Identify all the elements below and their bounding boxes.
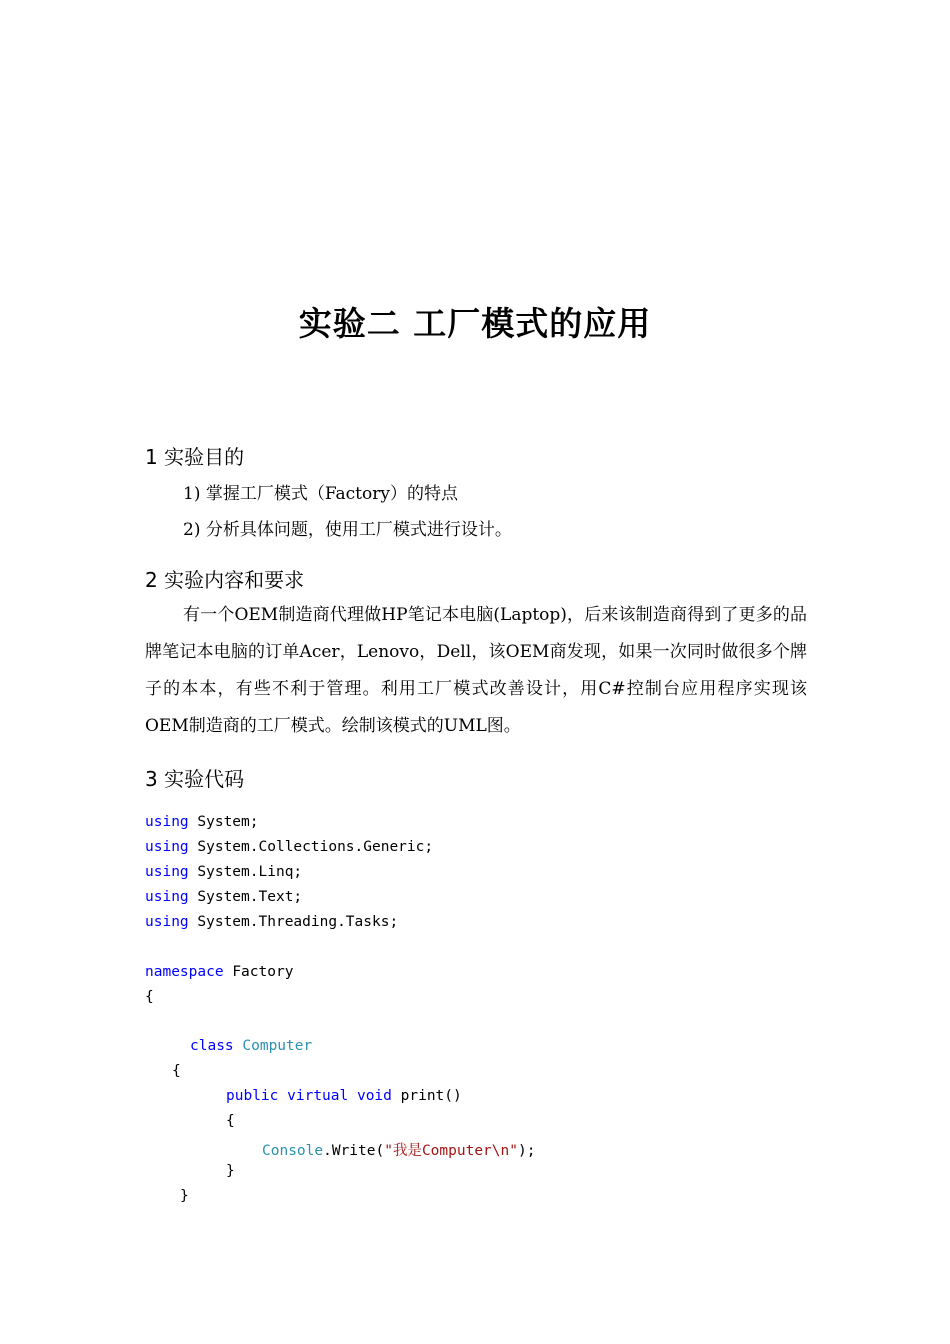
code-line — [226, 1088, 462, 1104]
code-line — [172, 1063, 181, 1079]
code-text: { — [226, 1113, 235, 1129]
code-line — [145, 989, 154, 1005]
code-line — [145, 889, 302, 905]
code-keyword: void — [356, 1088, 392, 1104]
code-keyword: namespace — [145, 964, 224, 980]
purpose-item-2: 2) 分析具体问题，使用工厂模式进行设计。 — [183, 520, 512, 540]
code-line — [145, 964, 293, 980]
code-text: System.Text; — [197, 889, 303, 905]
code-keyword: using — [145, 914, 189, 930]
code-text: System.Linq; — [197, 864, 303, 880]
code-text: { — [145, 989, 154, 1005]
code-line — [262, 1139, 535, 1160]
code-text: System; — [197, 814, 259, 830]
code-type: Console — [262, 1143, 324, 1159]
code-line — [145, 864, 302, 880]
code-text: Factory — [232, 964, 294, 980]
code-keyword: using — [145, 889, 189, 905]
page-title: 实验二 工厂模式的应用 — [298, 304, 652, 343]
code-text: System.Collections.Generic; — [197, 839, 434, 855]
section-heading-content: 2 实验内容和要求 — [145, 568, 305, 592]
code-type: Computer — [242, 1038, 313, 1054]
code-keyword: using — [145, 864, 189, 880]
code-line — [190, 1038, 312, 1054]
code-line — [180, 1188, 189, 1204]
section-heading-code: 3 实验代码 — [145, 767, 245, 791]
code-line — [145, 914, 398, 930]
code-line — [145, 839, 433, 855]
code-keyword: class — [190, 1038, 234, 1054]
code-text: } — [180, 1188, 189, 1204]
code-text: ); — [517, 1143, 536, 1159]
code-line — [226, 1163, 235, 1179]
code-keyword: virtual — [287, 1088, 349, 1104]
code-keyword: using — [145, 814, 189, 830]
purpose-item-1: 1) 掌握工厂模式（Factory）的特点 — [183, 484, 458, 504]
code-keyword: using — [145, 839, 189, 855]
code-line — [226, 1113, 235, 1129]
code-line — [145, 814, 259, 830]
code-text: { — [172, 1063, 181, 1079]
code-text: System.Threading.Tasks; — [197, 914, 399, 930]
code-string: "我是Computer\n" — [384, 1143, 518, 1159]
code-text: .Write( — [323, 1143, 385, 1159]
code-text: } — [226, 1163, 235, 1179]
content-paragraph: 有一个OEM制造商代理做HP笔记本电脑(Laptop)，后来该制造商得到了更多的品牌笔记本电脑的订单Acer，Lenovo，Dell，该OEM商发现，如果一次同时做很多个牌子的本本，有些不利于管理。利用工厂模式改善设计，用C#控制台应用程序实现该OEM制造商的工厂模式。绘制该模式的UML图。 — [145, 605, 807, 736]
section-heading-purpose: 1 实验目的 — [145, 445, 245, 469]
code-keyword: public — [226, 1088, 279, 1104]
code-text: print() — [400, 1088, 462, 1104]
